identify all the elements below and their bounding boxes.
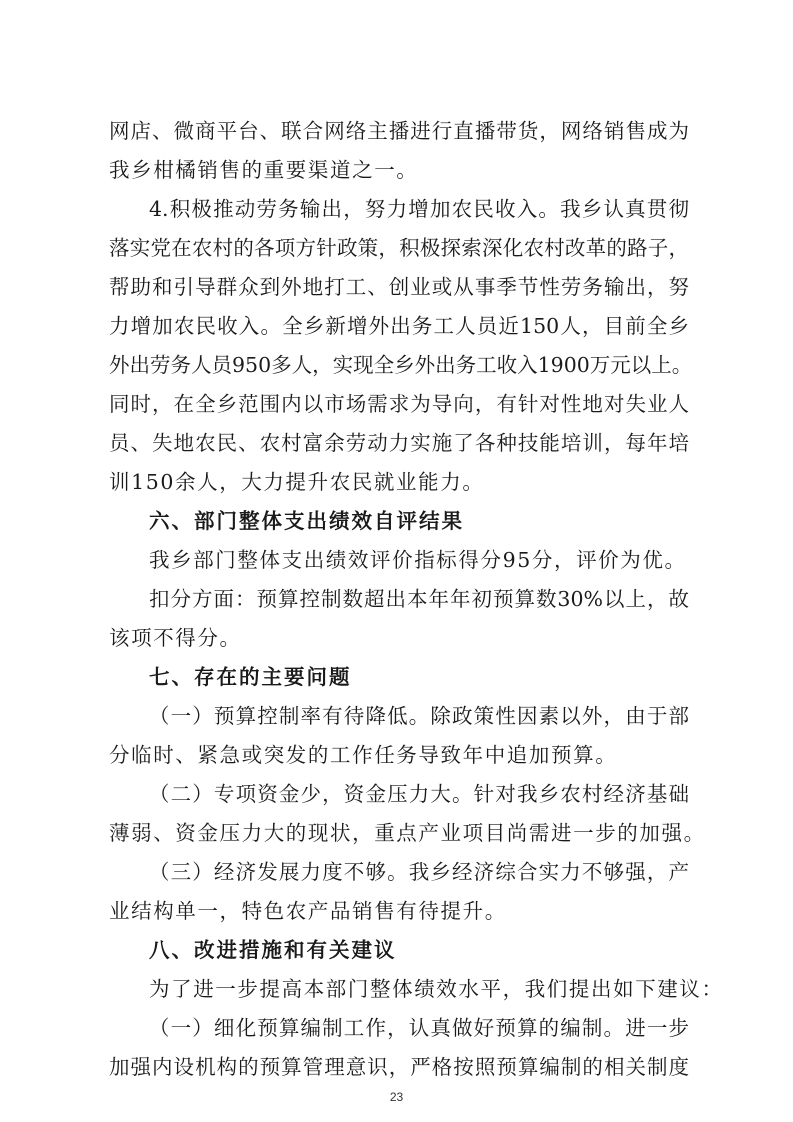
page-number: 23 (389, 1090, 404, 1104)
paragraph-line: 同时，在全乡范围内以市场需求为导向，有针对性地对失业人 (109, 392, 689, 416)
paragraph-line: （二）专项资金少，资金压力大。针对我乡农村经济基础 (149, 782, 689, 806)
paragraph-line: 该项不得分。 (109, 626, 242, 650)
paragraph-line: 落实党在农村的各项方针政策，积极探索深化农村改革的路子， (109, 236, 689, 260)
paragraph-line: 网店、微商平台、联合网络主播进行直播带货，网络销售成为 (109, 119, 689, 143)
section-heading: 八、改进措施和有关建议 (149, 938, 397, 962)
paragraph-line: （三）经济发展力度不够。我乡经济综合实力不够强，产 (149, 860, 689, 884)
paragraph-line: 力增加农民收入。全乡新增外出务工人员近150人，目前全乡 (109, 314, 689, 338)
paragraph-line: 4.积极推动劳务输出，努力增加农民收入。我乡认真贯彻 (149, 197, 689, 221)
paragraph-line: 业结构单一，特色农产品销售有待提升。 (109, 899, 507, 923)
section-heading: 七、存在的主要问题 (149, 665, 352, 689)
paragraph-line: 训150余人，大力提升农民就业能力。 (109, 470, 485, 494)
paragraph-line: （一）细化预算编制工作，认真做好预算的编制。进一步 (149, 1016, 689, 1040)
paragraph-line: 我乡柑橘销售的重要渠道之一。 (109, 158, 419, 182)
paragraph-line: 分临时、紧急或突发的工作任务导致年中追加预算。 (109, 743, 618, 767)
paragraph-line: 员、失地农民、农村富余劳动力实施了各种技能培训，每年培 (109, 431, 689, 455)
paragraph-line: 我乡部门整体支出绩效评价指标得分95分，评价为优。 (149, 548, 687, 572)
paragraph-line: 扣分方面：预算控制数超出本年年初预算数30%以上，故 (149, 587, 689, 611)
paragraph-line: 帮助和引导群众到外地打工、创业或从事季节性劳务输出，努 (109, 275, 689, 299)
paragraph-line: 薄弱、资金压力大的现状，重点产业项目尚需进一步的加强。 (109, 821, 706, 845)
paragraph-line: 加强内设机构的预算管理意识，严格按照预算编制的相关制度 (109, 1055, 689, 1079)
paragraph-line: （一）预算控制率有待降低。除政策性因素以外，由于部 (149, 704, 689, 728)
section-heading: 六、部门整体支出绩效自评结果 (149, 509, 464, 533)
paragraph-line: 外出劳务人员950多人，实现全乡外出务工收入1900万元以上。 (109, 353, 693, 377)
paragraph-line: 为了进一步提高本部门整体绩效水平，我们提出如下建议： (149, 977, 724, 1001)
